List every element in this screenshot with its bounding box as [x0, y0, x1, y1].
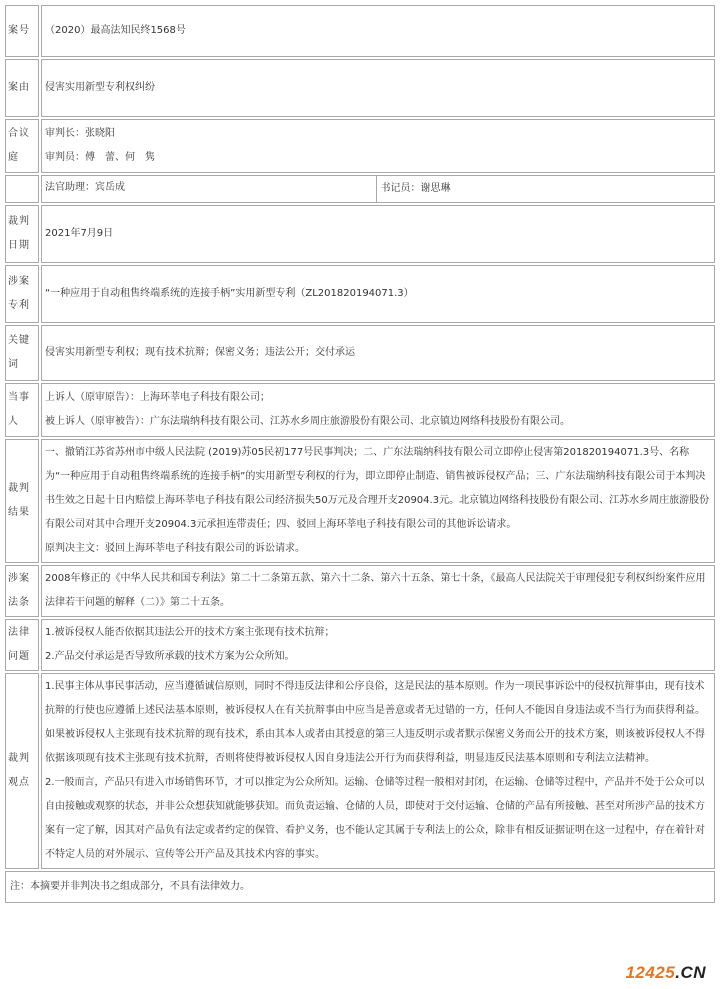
- row-case-number: [5, 5, 715, 57]
- clerks-value: [41, 175, 715, 203]
- statutes-value: 2008年修正的《中华人民共和国专利法》第二十二条第五款、第六十二条、第六十五条、第七十条，《最高人民法院关于审理侵犯专利权纠纷案件应用法律若干问题的解释（二）》第二十五条。: [41, 565, 715, 617]
- label-cause: 案由: [5, 59, 39, 117]
- label-opinion: 裁判观点: [5, 673, 39, 869]
- row-patent: [5, 265, 715, 323]
- issues-value: [41, 619, 715, 671]
- opinion-point-2: 2.一般而言，产品只有进入市场销售环节，才可以推定为公众所知。运输、仓储等过程一般相对封闭，在运输、仓储等过程中，产品并不处于公众可以自由接触或观察的状态，并非公众想获知就能够获知。而负责运输、仓储的人员，即使对于交付运输、仓储的产品有所接触、甚至对所涉产品的技术方案有一定了解，因其对产品负有法定或者约定的保管、看护义务，也不能认定其属于专利法上的公众，除非有相反证据证明在这一过程中，存在着针对不特定人员的对外展示、宣传等公开产品及其技术内容的事实。: [45, 777, 705, 860]
- keywords-value: 侵害实用新型专利权；现有技术抗辩；保密义务；违法公开；交付承运: [41, 325, 715, 381]
- judges: 审判员：傅 蕾、何 隽: [45, 152, 155, 163]
- original-judgment: 原判决主文：驳回上海环莘电子科技有限公司的诉讼请求。: [45, 543, 305, 554]
- label-issues: 法律问题: [5, 619, 39, 671]
- row-judgment-date: [5, 205, 715, 263]
- label-result: 裁判结果: [5, 439, 39, 563]
- label-statutes: 涉案法条: [5, 565, 39, 617]
- label-panel: 合议庭: [5, 119, 39, 173]
- label-judgment-date: 裁判日期: [5, 205, 39, 263]
- row-note: [5, 871, 715, 903]
- row-result: [5, 439, 715, 563]
- appellant: 上诉人（原审原告）：上海环莘电子科技有限公司；: [45, 392, 270, 403]
- label-empty: [5, 175, 39, 203]
- watermark-tld: .CN: [675, 963, 706, 982]
- disclaimer-note: 注：本摘要并非判决书之组成部分，不具有法律效力。: [5, 871, 715, 903]
- presiding-judge: 审判长：张晓阳: [45, 128, 115, 139]
- row-clerks: [5, 175, 715, 203]
- site-watermark-logo: [625, 963, 706, 983]
- row-cause: [5, 59, 715, 117]
- case-number-value: （2020）最高法知民终1568号: [41, 5, 715, 57]
- label-keywords: 关键词: [5, 325, 39, 381]
- row-issues: [5, 619, 715, 671]
- issue-2: 2.产品交付承运是否导致所承载的技术方案为公众所知。: [45, 651, 295, 662]
- label-parties: 当事人: [5, 383, 39, 437]
- result-value: [41, 439, 715, 563]
- watermark-digits: 12425: [625, 963, 676, 982]
- row-keywords: [5, 325, 715, 381]
- judge-assistant: 法官助理：宾岳成: [42, 176, 377, 202]
- row-opinion: [5, 673, 715, 869]
- issue-1: 1.被诉侵权人能否依据其违法公开的技术方案主张现有技术抗辩；: [45, 627, 335, 638]
- patent-value: “一种应用于自动租售终端系统的连接手柄”实用新型专利（ZL201820194071.3）: [41, 265, 715, 323]
- opinion-value: [41, 673, 715, 869]
- row-parties: [5, 383, 715, 437]
- label-case-number: 案号: [5, 5, 39, 57]
- appellee: 被上诉人（原审被告）：广东法瑞纳科技有限公司、江苏水乡周庄旅游股份有限公司、北京镇边网络科技股份有限公司。: [45, 416, 570, 427]
- case-summary-table: [3, 3, 717, 905]
- court-recorder: 书记员：谢思琳: [380, 183, 451, 194]
- label-patent: 涉案专利: [5, 265, 39, 323]
- judgment-date-value: 2021年7月9日: [41, 205, 715, 263]
- row-statutes: [5, 565, 715, 617]
- result-text: 一、撤销江苏省苏州市中级人民法院 (2019)苏05民初177号民事判决；二、广东法瑞纳科技有限公司立即停止侵害第201820194071.3号、名称为“一种应用于自动租售终端系统的连接手柄”的实用新型专利权的行为，即立即停止制造、销售被诉侵权产品；三、广东法瑞纳科技有限公司于本判决书生效之日起十日内赔偿上海环莘电子科技有限公司经济损失50万元及合理开支20904.3元。北京镇边网络科技股份有限公司、江苏水乡周庄旅游股份有限公司对其中合理开支20904.3元承担连带责任；四、驳回上海环莘电子科技有限公司的其他诉讼请求。: [45, 447, 710, 530]
- cause-value: 侵害实用新型专利权纠纷: [41, 59, 715, 117]
- panel-value: [41, 119, 715, 173]
- row-panel: [5, 119, 715, 173]
- opinion-point-1: 1.民事主体从事民事活动，应当遵循诚信原则，同时不得违反法律和公序良俗，这是民法的基本原则。作为一项民事诉讼中的侵权抗辩事由，现有技术抗辩的行使也应遵循上述民法基本原则，被诉侵权人在有关抗辩事由中应当是善意或者无过错的一方，任何人不能因自身违法或不当行为而获得利益。如果被诉侵权人主张现有技术抗辩的现有技术，系由其本人或者由其授意的第三人违反明示或者默示保密义务而公开的技术方案，则该被诉侵权人不得依据该项现有技术主张现有技术抗辩，否则将使得被诉侵权人因自身违法公开行为而获得利益，明显违反民法基本原则和专利法立法精神。: [45, 681, 705, 764]
- parties-value: [41, 383, 715, 437]
